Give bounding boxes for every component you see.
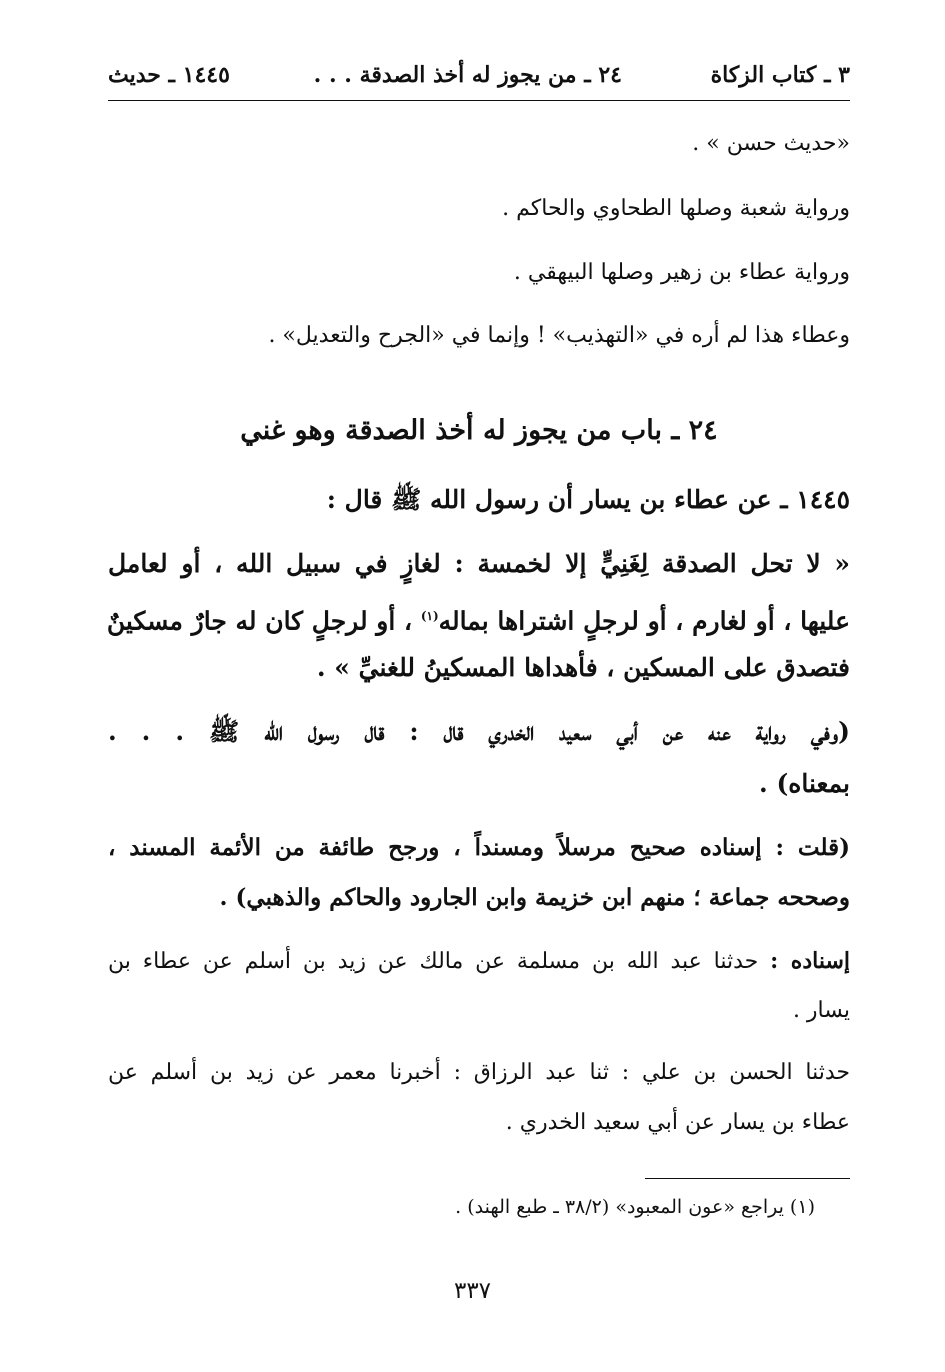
- comment-line: وصححه جماعة ؛ منهم ابن خزيمة وابن الجارود والحاكم والذهبي) .: [219, 884, 850, 911]
- hadith-intro: ١٤٤٥ ـ عن عطاء بن يسار أن رسول الله ﷺ قال :: [326, 485, 850, 514]
- footnote-marker: (١): [420, 609, 439, 623]
- header-chapter-title: ٢٤ ـ من يجوز له أخذ الصدقة . . .: [313, 62, 622, 88]
- isnad2-line: عطاء بن يسار عن أبي سعيد الخدري .: [505, 1110, 850, 1135]
- text-line: وعطاء هذا لم أره في «التهذيب» ! وإنما في «الجرح والتعديل» .: [268, 323, 850, 348]
- header-divider: [108, 100, 850, 101]
- isnad2-line: حدثنا الحسن بن علي : ثنا عبد الرزاق : أخبرنا معمر عن زيد بن أسلم عن: [108, 1060, 850, 1085]
- isnad-text: حدثنا عبد الله بن مسلمة عن مالك عن زيد بن أسلم عن عطاء بن: [108, 949, 759, 974]
- page-number: ٣٣٧: [453, 1278, 492, 1304]
- comment-line: (قلت : إسناده صحيح مرسلاً ومسنداً ، ورجح طائفة من الأئمة المسند ،: [108, 834, 850, 861]
- chapter-heading: ٢٤ ـ باب من يجوز له أخذ الصدقة وهو غني: [240, 415, 718, 446]
- footnote-divider: [645, 1178, 850, 1179]
- text-line: «حديث حسن » .: [692, 131, 850, 156]
- text-line: ورواية شعبة وصلها الطحاوي والحاكم .: [502, 196, 850, 221]
- header-hadith-number: ١٤٤٥ ـ حديث: [108, 62, 230, 88]
- hadith-line: « لا تحل الصدقة لِغَنِيٍّ إلا لخمسة : لغازٍ في سبيل الله ، أو لعامل: [108, 549, 850, 578]
- running-header: [108, 62, 850, 98]
- header-book-title: ٣ ـ كتاب الزكاة: [710, 62, 850, 88]
- hadith-line-part: ، أو لرجلٍ كان له جارٌ مسكينٌ: [106, 606, 413, 636]
- text-line: ورواية عطاء بن زهير وصلها البيهقي .: [513, 260, 850, 285]
- hadith-line: [108, 600, 850, 637]
- isnad-line: [108, 945, 850, 978]
- isnad-label: إسناده :: [770, 948, 851, 974]
- narration-line: (وفي رواية عنه عن أبي سعيد الخدري قال : قال رسول الله ﷺ . . .: [108, 717, 850, 746]
- hadith-line: فتصدق على المسكين ، فأهداها المسكينُ للغنيِّ » .: [316, 653, 850, 682]
- hadith-line-part: عليها ، أو لغارم ، أو لرجلٍ اشتراها بماله: [438, 606, 850, 636]
- footnote: (١) يراجع «عون المعبود» (٣٨/٢ ـ طبع الهند) .: [455, 1196, 815, 1218]
- isnad-line: يسار .: [792, 998, 850, 1023]
- narration-line: بمعناه) .: [759, 769, 850, 798]
